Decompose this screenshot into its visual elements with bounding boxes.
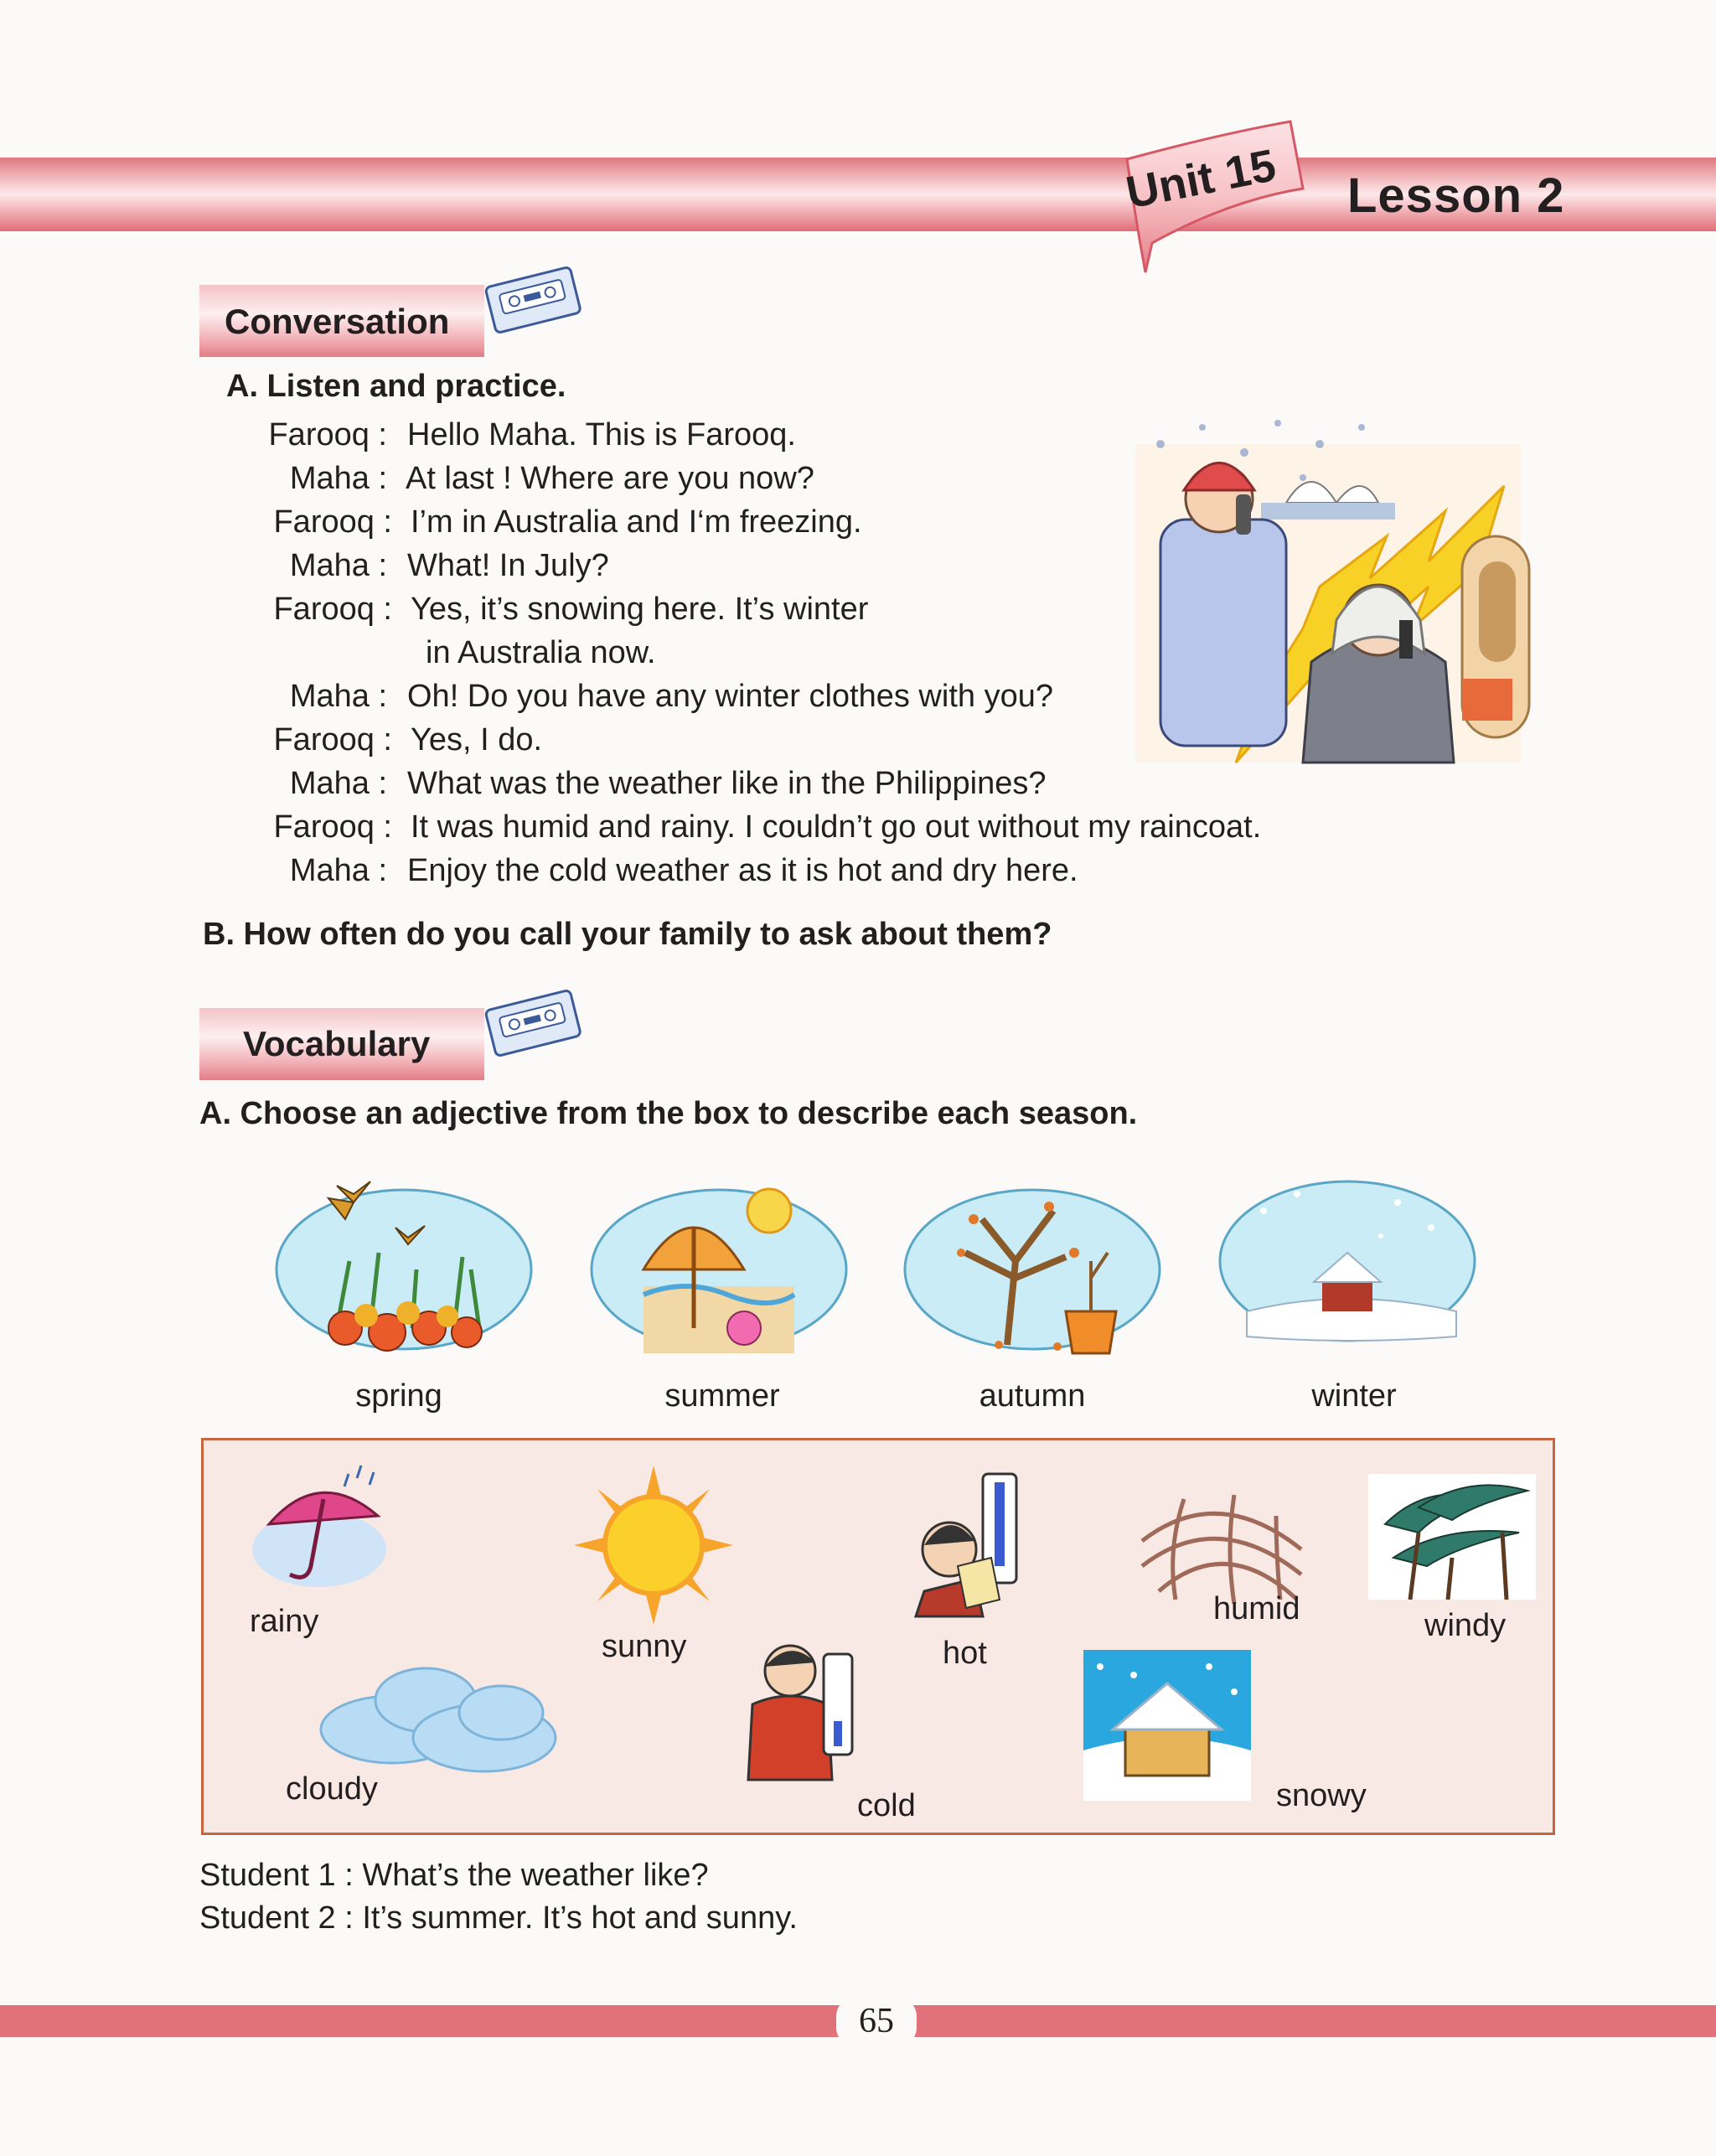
vocabulary-tab-label: Vocabulary [243,1024,431,1063]
season-label-winter: winter [1311,1378,1397,1414]
umbrella-rain-icon [244,1457,395,1600]
unit-title: Unit 15 [1122,140,1280,219]
dialogue-line: Hello Maha. This is Farooq. [407,417,796,452]
conversation-part-b: B. How often do you call your family to ask about them? [203,917,1052,952]
dialogue-line: in Australia now. [426,635,656,670]
dialogue-speaker: Farooq : [273,722,392,757]
adjective-hot: hot [943,1636,987,1671]
dialogue-line: What was the weather like in the Philippines? [407,766,1047,801]
cold-person-icon [740,1629,866,1797]
season-label-summer: summer [664,1378,780,1414]
cassette-icon [483,985,583,1060]
dialogue-speaker: Maha : [289,548,387,583]
cloud-icon [317,1654,560,1780]
winter-picture [1213,1161,1481,1362]
dialogue-line: Yes, it’s snowing here. It’s winter [411,592,869,627]
spring-picture [270,1161,538,1362]
dialogue-line: What! In July? [407,548,609,583]
vocabulary-part-a: A. Choose an adjective from the box to describe each season. [199,1096,1138,1131]
example-line: Student 2 : It’s summer. It’s hot and sunny. [199,1900,798,1936]
dialogue-speaker: Farooq : [273,809,392,845]
dialogue-speaker: Maha : [289,853,387,888]
conversation-part-a: A. Listen and practice. [226,369,566,404]
dialogue-line: It was humid and rainy. I couldn’t go out without my raincoat. [411,809,1262,845]
adjective-sunny: sunny [602,1629,687,1664]
dialogue-speaker: Maha : [289,766,387,801]
adjective-humid: humid [1213,1591,1300,1626]
adjective-cloudy: cloudy [286,1771,378,1807]
hot-thermometer-icon [907,1466,1033,1625]
season-label-spring: spring [355,1378,442,1414]
sun-icon [574,1466,733,1625]
dialogue-line: I’m in Australia and I‘m freezing. [411,504,862,540]
autumn-picture [898,1161,1166,1362]
season-label-autumn: autumn [979,1378,1086,1414]
dialogue-speaker: Maha : [289,679,387,714]
humid-waves-icon [1134,1482,1310,1608]
dialogue-line: Enjoy the cold weather as it is hot and dry here. [407,853,1078,888]
adjective-snowy: snowy [1276,1778,1367,1813]
page-number: 65 [859,2002,894,2040]
adjective-windy: windy [1424,1608,1507,1643]
adjective-rainy: rainy [250,1604,319,1639]
dialogue-line: Oh! Do you have any winter clothes with you? [407,679,1053,714]
adjective-box [201,1438,1555,1835]
phone-call-illustration [1110,411,1546,771]
dialogue-speaker: Farooq : [273,504,392,540]
snowy-house-icon [1083,1650,1251,1801]
dialogue-line: Yes, I do. [411,722,543,757]
lesson-title: Lesson 2 [1347,168,1565,223]
adjective-cold: cold [857,1788,916,1823]
dialogue-speaker: Farooq : [273,592,392,627]
dialogue-speaker: Maha : [289,461,387,496]
dialogue-speaker: Farooq : [268,417,387,452]
example-line: Student 1 : What’s the weather like? [199,1858,709,1893]
windy-trees-icon [1368,1474,1536,1600]
conversation-tab-label: Conversation [225,302,450,341]
cassette-icon [483,261,583,337]
summer-picture [585,1161,853,1362]
dialogue-line: At last ! Where are you now? [406,461,814,496]
